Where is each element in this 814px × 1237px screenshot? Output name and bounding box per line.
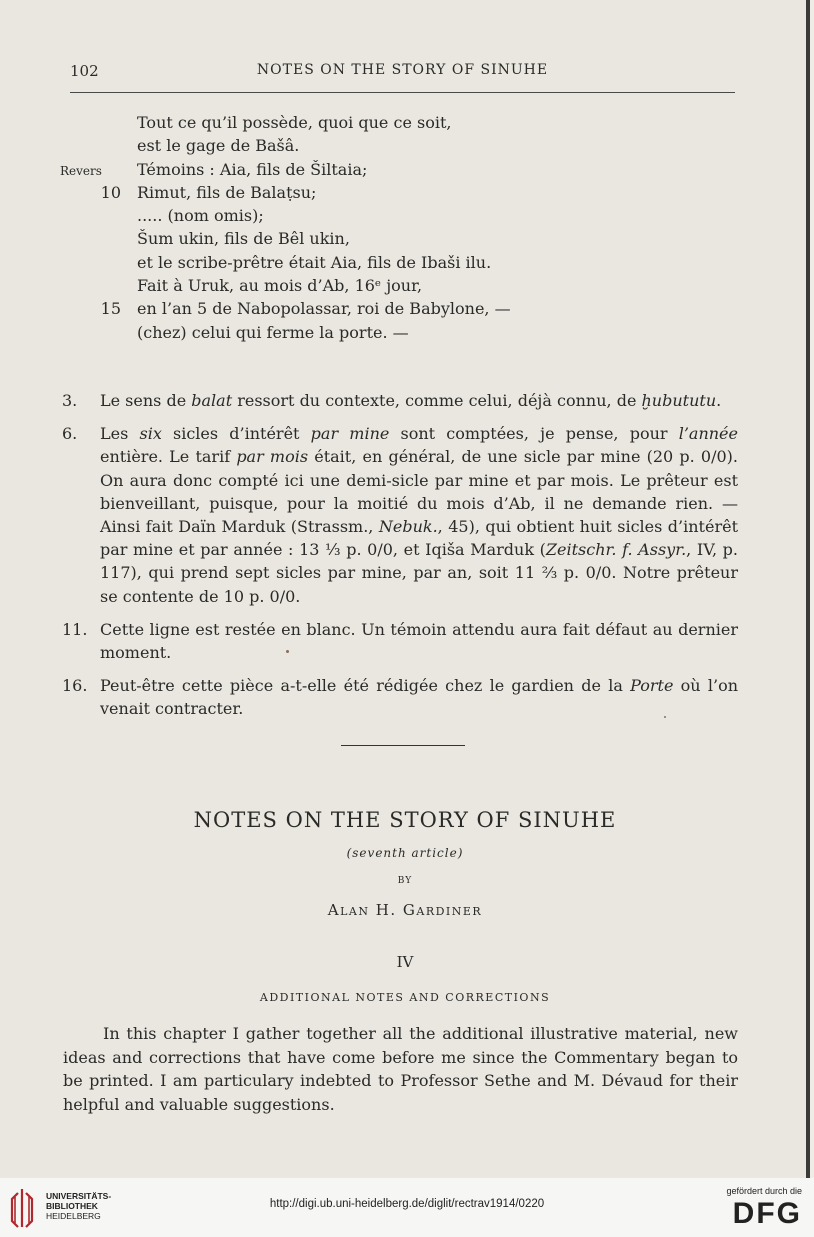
verse-text: et le scribe-prêtre était Aia, fils de Ibaši ilu. [137,252,492,272]
italic-term: Nebuk. [378,517,438,537]
verse-text: Témoins : Aia, fils de Šiltaia; [137,159,368,179]
text-run: Les [100,424,140,444]
verse-text: Fait à Uruk, au mois d’Ab, 16ᵉ jour, [137,276,423,296]
page-number: 102 [70,62,99,80]
footnote-number: 11. [62,619,88,639]
text-run: , 45), qui obtient huit sicles d’intérêt par mine et par année : 13 ⅓ p. 0/0, et Iqiša Marduk ( [100,517,739,560]
running-title: NOTES ON THE STORY OF SINUHE [256,62,549,78]
verse-line [60,251,580,274]
verse-line [60,297,580,320]
section-title: ADDITIONAL NOTES AND CORRECTIONS [259,991,551,1004]
text-run: sont comptées, je pense, pour [389,424,679,444]
verse-text: ..... (nom omis); [137,206,264,226]
verse-line [60,204,580,227]
text-run: ressort du contexte, comme celui, déjà connu, de [232,391,642,410]
byline-label: BY [397,876,413,886]
library-name-line: HEIDELBERG [46,1211,101,1221]
running-head [70,56,735,93]
footnote-text [100,389,738,412]
verse-line [60,227,580,250]
verse-text: Rimut, fils de Balaṭsu; [137,182,317,202]
verse-line [60,111,580,134]
verse-line [60,321,580,344]
italic-term: six [139,424,162,444]
section-divider [341,745,465,746]
italic-term: par mois [236,447,309,467]
funded-by-label: gefördert durch die [726,1186,802,1196]
paper-speck [664,716,666,718]
digitization-footer [0,1178,814,1237]
italic-term: Zeitschr. f. Assyr. [545,540,687,560]
footnote [62,389,738,412]
footnotes [62,389,738,731]
italic-term: par mine [310,424,390,444]
text-run: où l’on venait contracter. [100,676,739,719]
verse-line [60,181,580,204]
section-number: IV [396,953,414,971]
italic-term: balat [191,391,233,410]
article-title: NOTES ON THE STORY OF SINUHE [193,808,617,832]
footnote [62,674,738,720]
library-name-line: BIBLIOTHEK [46,1201,98,1211]
footnote-number: 3. [62,391,78,410]
verse-translation [60,111,580,344]
paper-speck [286,650,289,653]
text-run: Cette ligne est restée en blanc. Un témoin attendu aura fait défaut au dernier moment. [100,619,738,663]
verse-text: Tout ce qu’il possède, quoi que ce soit, [137,113,452,132]
footnote-text [100,422,738,608]
text-run: , IV, p. 117), qui prend sept sicles par mine, par an, soit 11 ⅔ p. 0/0. Notre prêteur se contente de 10 p. 0/0. [100,540,739,606]
line-number: Revers [60,163,102,178]
library-name-line: UNIVERSITÄTS- [46,1191,112,1201]
verse-line [60,274,580,297]
verse-text: en l’an 5 de Nabopolassar, roi de Babylone, — [137,299,511,319]
text-run: Peut-être cette pièce a-t-elle été rédigée chez le gardien de la [100,676,631,696]
article-subtitle: (seventh article) [346,846,464,860]
line-number: 10 [100,182,121,202]
verse-text: (chez) celui qui ferme la porte. — [137,322,409,342]
footnote-text [100,674,738,720]
italic-term: ḫubututu [641,391,717,410]
verse-text: Šum ukin, fils de Bêl ukin, [137,229,350,249]
permalink-url[interactable]: http://digi.ub.uni-heidelberg.de/diglit/rectrav1914/0220 [269,1198,545,1210]
verse-text: est le gage de Bašâ. [137,136,300,156]
dfg-logo: DFG [732,1197,802,1230]
body-paragraph: In this chapter I gather together all the additional illustrative material, new ideas and corrections that have come before me since the Commentary began to be printed. I am particulary indebted to Professor Sethe and M. Dévaud for their helpful and valuable suggestions. [63,1024,738,1114]
verse-line [60,158,580,181]
text-run: . [716,391,722,410]
line-number: 15 [100,299,121,319]
text-run: était, en général, de une sicle par mine (20 p. 0/0). On aura donc compté ici une demi-sicle par mine et par mois. Le prêteur est bienveillant, puisque, pour la moitié du mois d’Ab, il ne demande rien. — Ainsi fait Daïn Marduk (Strassm., [100,447,739,537]
article-author: Alan H. Gardiner [327,901,483,919]
text-run: Le sens de [100,391,192,410]
footnote [62,618,738,664]
italic-term: l’année [678,424,738,444]
text-run: entière. Le tarif [100,447,237,467]
footnote-number: 6. [62,424,78,444]
footnote-text [100,618,738,664]
verse-line [60,134,580,157]
footnote [62,422,738,608]
text-run: sicles d’intérêt [161,424,311,444]
footnote-number: 16. [62,676,88,696]
italic-term: Porte [630,676,674,696]
